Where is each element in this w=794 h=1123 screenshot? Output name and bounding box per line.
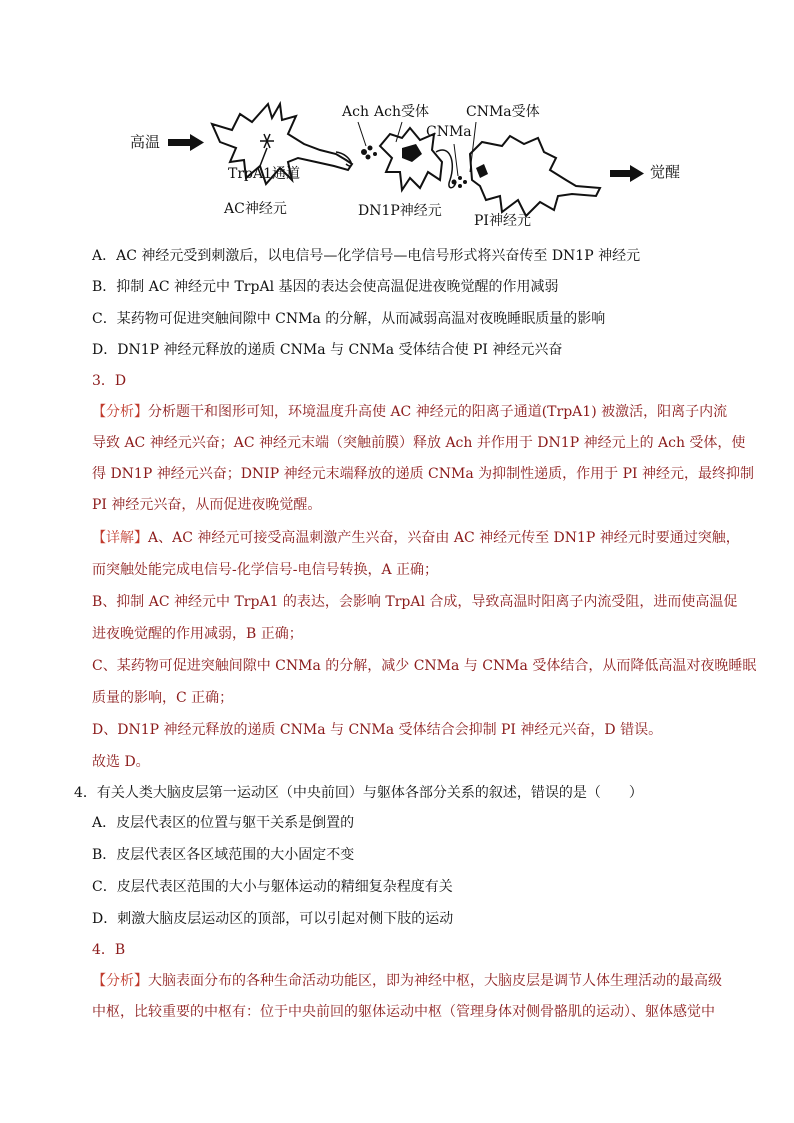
q4-option-c: C．皮层代表区范围的大小与躯体运动的精细复杂程度有关 (92, 879, 453, 895)
q3-detail-line-3: B、抑制 AC 神经元中 TrpA1 的表达，会影响 TrpAl 合成，导致高温时阳离子内流受阻，进而使高温促 (92, 594, 738, 610)
q3-detail-line-5: C、某药物可促进突触间隙中 CNMa 的分解，减少 CNMa 与 CNMa 受体结合，从而降低高温对夜晚睡眠 (92, 658, 757, 674)
q3-detail-line-2: 而突触处能完成电信号-化学信号-电信号转换，A 正确； (92, 562, 439, 578)
figure-output-label: 觉醒 (650, 163, 681, 181)
trpa1-channel-icon (260, 134, 274, 166)
q3-detail-tag: 【详解】 (92, 530, 148, 546)
q3-analysis-line-2: 导致 AC 神经元兴奋；AC 神经元末端（突触前膜）释放 Ach 并作用于 DN1P 神经元上的 Ach 受体，使 (92, 435, 746, 451)
ach-synapse-icon (361, 146, 377, 160)
figure-ac-neuron-label: AC神经元 (224, 201, 287, 217)
q3-option-b: B．抑制 AC 神经元中 TrpAl 基因的表达会使高温促进夜晚觉醒的作用减弱 (92, 279, 559, 295)
q3-option-d: D．DN1P 神经元释放的递质 CNMa 与 CNMa 受体结合使 PI 神经元兴奋 (92, 342, 563, 358)
q4-answer: 4．B (92, 942, 126, 958)
q3-conclusion: 故选 D。 (92, 754, 150, 770)
q4-stem: 4．有关人类大脑皮层第一运动区（中央前回）与躯体各部分关系的叙述，错误的是（ ） (74, 785, 643, 801)
q4-option-b: B．皮层代表区各区域范围的大小固定不变 (92, 847, 355, 863)
q3-answer: 3．D (92, 373, 127, 389)
figure-dn1p-neuron-label: DN1P神经元 (358, 203, 442, 219)
output-arrow-icon (610, 165, 644, 182)
q3-analysis-line-1: 【分析】分析题干和图形可知，环境温度升高使 AC 神经元的阳离子通道(TrpA1) 被激活，阳离子内流 (92, 404, 728, 420)
dn1p-nucleus (402, 144, 422, 162)
q3-detail-line-4: 进夜晚觉醒的作用减弱，B 正确； (92, 626, 303, 642)
neuron-diagram (120, 92, 700, 242)
q3-analysis-line-4: PI 神经元兴奋，从而促进夜晚觉醒。 (92, 497, 322, 513)
figure-ach-receptor-label: Ach受体 (374, 104, 429, 120)
q3-detail-line-6: 质量的影响，C 正确； (92, 690, 234, 706)
figure-cnma-receptor-label: CNMa受体 (466, 104, 540, 120)
q4-analysis-tag: 【分析】 (92, 973, 148, 989)
q3-analysis-line-3: 得 DN1P 神经元兴奋；DNIP 神经元末端释放的递质 CNMa 为抑制性递质，作用于 PI 神经元，最终抑制 (92, 466, 754, 482)
q3-detail-line-7: D、DN1P 神经元释放的递质 CNMa 与 CNMa 受体结合会抑制 PI 神经元兴奋，D 错误。 (92, 722, 663, 738)
q3-option-a: A．AC 神经元受到刺激后，以电信号—化学信号—电信号形式将兴奋传至 DN1P 神经元 (92, 248, 641, 264)
q3-analysis-tag: 【分析】 (92, 404, 148, 420)
figure-cnma-label: CNMa (426, 124, 472, 140)
q3-detail-line-1: 【详解】A、AC 神经元可接受高温刺激产生兴奋，兴奋由 AC 神经元传至 DN1P 神经元时要通过突触， (92, 530, 740, 546)
q4-option-a: A．皮层代表区的位置与躯干关系是倒置的 (92, 815, 355, 831)
figure-input-label: 高温 (130, 133, 161, 151)
figure-pi-neuron-label: PI神经元 (474, 213, 531, 229)
input-arrow-icon (168, 134, 204, 151)
q3-option-c: C．某药物可促进突触间隙中 CNMa 的分解，从而减弱高温对夜晚睡眠质量的影响 (92, 311, 606, 327)
pi-nucleus (476, 164, 488, 178)
q4-analysis-line-2: 中枢，比较重要的中枢有：位于中央前回的躯体运动中枢（管理身体对侧骨骼肌的运动）、躯体感觉中 (92, 1004, 715, 1020)
q4-option-d: D．刺激大脑皮层运动区的顶部，可以引起对侧下肢的运动 (92, 911, 454, 927)
pi-neuron-shape (470, 136, 600, 216)
q4-analysis-line-1: 【分析】大脑表面分布的各种生命活动功能区，即为神经中枢，大脑皮层是调节人体生理活动的最高级 (92, 973, 722, 989)
figure-trpa1-label: TrpA1通道 (228, 166, 301, 182)
figure-ach-label: Ach (342, 104, 369, 120)
